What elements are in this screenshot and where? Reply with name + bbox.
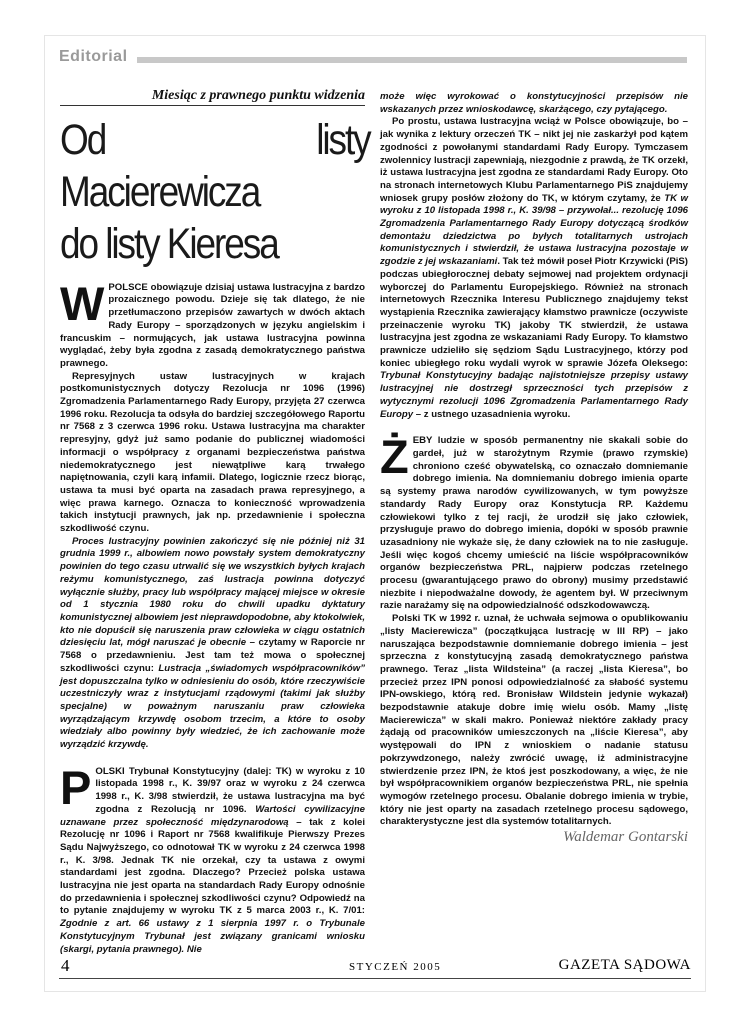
drop-cap: Ż (380, 430, 409, 484)
quote-6: Trybunał Konstytucyjny badając najistotniejsze przepisy ustawy lustracyjnej nie dostrzegł sprzeczności tych przepisów z wytycznymi rezolucji 1096 Zgromadzenia Parlamentarnego Rady Europy (380, 370, 688, 420)
paragraph-1 (60, 276, 365, 371)
section-label: Editorial (59, 48, 128, 65)
quote-5: TK w wyroku z 10 listopada 1998 r., K. 39/98 – przywołał... rezolucję 1096 Zgromadzenia Parlamentarnego Rady Europy dotyczącą środków demontażu dziedzictwa po byłych totalitarnych ustrojach komunistycznych i stwierdził, że ustawa lustracyjna pozostaje w zgodzie z jej wskazaniami (380, 192, 688, 268)
drop-cap: P (60, 760, 92, 814)
paragraph-5: może więc wyrokować o konstytucyjności przepisów nie wskazanych przez wnioskodawcę, skarżącego, czy pytającego. (380, 91, 688, 115)
paragraph-6-text-b: . Tak też mówił poseł Piotr Krzywicki (PiS) podczas ubiegłorocznej debaty sejmowej nad projektem ordynacji wyborczej do Parlamentu Europejskiego. Również na stronach internetowych Rzecznika Interesu Publicznego znajdujemy tekst wystąpienia Rzecznika zawierający kłamstwo prawnicze (oczywiste przeinaczenie wyroku TK) jakoby TK stwierdził, że ustawa lustracyjna jest zgodna ze wskazaniami Rady Europy. To kłamstwo prawnicze udzieliło się sędziom Sądu Lustracyjnego, którzy pod koniec ubiegłego roku wydali wyrok w sprawie Józefa Oleksego: (380, 256, 688, 369)
right-column (380, 91, 688, 844)
quote-3: Wartości cywilizacyjne uznawane przez społeczność międzynarodową (60, 803, 365, 828)
page-footer (59, 956, 691, 979)
article-page (45, 36, 705, 991)
paragraph-6-text-c: – z ustnego uzasadnienia wyroku. (413, 408, 571, 420)
paragraph-4-text-b: – tak z kolei Rezolucję nr 1096 i Raport nr 7568 kwalifikuje Pierwszy Prezes Sądu Najwyższego, co odnotował TK w wyroku z 24 czerwca 1998 r., K. 3/98. Jednak TK nie orzekał, czy ta ustawa z owymi standardami jest zgodna. Dlaczego? Przecież polska ustawa lustracyjna nie jest oparta na standardach Rady Europy odnośnie do przedawnienia i społecznej szkodliwości czynu? Odpowiedź na to pytanie znajdujemy w wyroku TK z 5 marca 2003 r., K. 7/01: (60, 816, 366, 917)
quote-1: Proces lustracyjny powinien zakończyć się nie później niż 31 grudnia 1999 r., albowiem nowo powstały system demokratyczny powinien do tego czasu utrwalić się we wszystkich byłych krajach reżymu komunistycznego, zaś lustracja powinna dotyczyć wyłącznie służby, pracy lub współpracy mającej miejsce w okresie od 1 stycznia 1980 roku do chwili upadku dyktatury komunistycznej albowiem jest nieprawdopodobne, aby ktokolwiek, kto nie dopuścił się naruszenia praw człowieka w ciągu ostatnich dziesięciu lat, mógł naruszać je obecnie (60, 535, 365, 649)
issue-date: STYCZEŃ 2005 (349, 961, 442, 973)
quote-2: Lustracja „świadomych współpracowników” jest dopuszczalna tylko w odniesieniu do osób, które rzeczywiście uczestniczyły wraz z instytucjami rządowymi (takimi jak służby specjalne) w poważnym naruszaniu praw człowieka wyrządzającym krzywdę osobom trzecim, a które to osoby wiedziały albo powinny były wiedzieć, że ich zachowanie może wyrządzić krzywdę. (60, 662, 365, 751)
paragraph-7-text: EBY ludzie w sposób permanentny nie skakali sobie do gardeł, już w starożytnym Rzymie (prawo rzymskie) chroniono cześć obywatelską, co oznaczało domniemanie dobrego imienia. Na domniemaniu dobrego imienia oparte są systemy prawa narodów cywilizowanych, w tym powyższe standardy Rady Europy oraz Konstytucja RP. Każdemu człowiekowi tylko z tej racji, że urodził się jako człowiek, przysługuje prawo do dobrego imienia, dopóki w sposób prawnie uzasadniony nie wykaże się, że dany człowiek na to nie zasługuje. Jeśli więc kogoś chcemy umieścić na liście współpracowników organów bezpieczeństwa PRL, najpierw podczas rzetelnego procesu (gwarantującego prawo do obrony) musimy przedstawić niezbite i niepodważalne dowody, że agentem był. W przeciwnym razie narażamy się na odpowiedzialność odszkodowawczą. (380, 435, 688, 612)
kicker: Miesiąc z prawnego punktu widzenia (60, 90, 365, 106)
paragraph-2: Represyjnych ustaw lustracyjnych w krajach postkomunistycznych dotyczy Rezolucja nr 1096 (1996) Zgromadzenia Parlamentarnego Rady Europy, przyjęta 27 czerwca 1996 roku. Rezolucja ta odsyła do bardziej szczegółowego Raportu nr 7568 z 3 czerwca 1996 roku. Ustawa lustracyjna ma charakter represyjny, gdyż już samo podanie do publicznej wiadomości informacji o współpracy z organami bezpieczeństwa państwa niedemokratycznego jest niewątpliwe karą trwałego napiętnowania, czyli karą infamii. Dlatego, logicznie rzecz biorąc, ustawa ta musi być oparta na zasadach prawa represyjnego, a więc prawa karnego. Oznacza to konieczność wprowadzenia takich instytucji prawnych, jak np. przedawnienie i społeczna szkodliwość czynu. (60, 370, 365, 535)
section-rule (137, 57, 687, 63)
paragraph-6-text-a: Po prostu, ustawa lustracyjna wciąż w Polsce obowiązuje, bo – jak wynika z lektury orzeczeń TK – nikt jej nie zaskarżył pod kątem zgodności z powołanymi standardami Rady Europy. Tymczasem zwolennicy lustracji zapewniają, niezgodnie z prawdą, że TK orzekł, iż ustawa lustracyjna jest zgodna ze standardami Rady Europy. Oto na stronach internetowych Klubu Parlamentarnego PiS znajdujemy wniosek grupy posłów złożony do TK, w którym czytamy, że (380, 116, 688, 204)
paragraph-3-text: – czytamy w Raporcie nr 7568 o przedawnieniu. Jest tam też mowa o społecznej szkodliwości czynu: (60, 637, 366, 674)
paragraph-8: Polski TK w 1992 r. uznał, że uchwała sejmowa o opublikowaniu „listy Macierewicza” (początkująca lustrację w III RP) – jako naruszająca bezpodstawnie domniemanie dobrego imienia – jest sprzeczna z konstytucyjną zasadą demokratycznego państwa prawnego. Teraz „lista Wildsteina” (a raczej „lista Kieresa”, bo przecież przez IPN ponosi odpowiedzialność za słabość systemu IPN-owskiego, którą red. Bronisław Wildstein jedynie wykazał) bezpodstawnie atakuje dobre imię wielu osób. Mamy „listę Macierewicza” w skali makro. Ponieważ niektóre zakłady pracy żądają od pracowników umieszczonych na „liście Kieresa”, aby występowali do IPN z wnioskiem o nadanie statusu pokrzywdzonego, należy zwrócić uwagę, iż administracyjne stwierdzenie przez IPN, że ktoś jest poszkodowany, a więc, że nie był współpracownikiem organów bezpieczeństwa PRL, nie spełnia wymogów rzetelnego procesu. Obalanie dobrego imienia w trybie, który nie jest oparty na zasadach rzetelnego procesu sądowego, charakterystyczne jest dla systemów totalitarnych. (380, 613, 688, 828)
title-line-1: Od listy Macierewicza (60, 115, 370, 216)
paragraph-3 (60, 536, 365, 752)
page-number: 4 (61, 956, 70, 975)
article-title (60, 114, 370, 270)
quote-4: Zgodnie z art. 66 ustawy z 1 sierpnia 1997 r. o Trybunale Konstytucyjnym Trybunał jest związany granicami wniosku (skargi, pytania prawnego). Nie (60, 918, 365, 955)
paragraph-7 (380, 430, 688, 613)
left-column (60, 88, 370, 956)
paragraph-4 (60, 760, 366, 957)
title-line-2: do listy Kieresa (60, 219, 278, 268)
drop-cap: W (60, 276, 105, 330)
paragraph-1-text: POLSCE obowiązuje dzisiaj ustawa lustracyjna z bardzo prozaicznego powodu. Dzieje się tak dlatego, że nie przetłumaczono przepisów zawartych w dwóch aktach Rady Europy – sporządzonych w języku angielskim i francuskim – normujących, jak ustawa lustracyjna powinna wyglądać, żeby była zgodna z zasadą demokratycznego państwa prawnego. (60, 281, 365, 369)
author-signature: Waldemar Gontarski (563, 829, 688, 846)
paragraph-6 (380, 116, 688, 421)
paragraph-4-text-a: OLSKI Trybunał Konstytucyjny (dalej: TK) w wyroku z 10 listopada 1998 r., K. 39/97 oraz w wyroku z 24 czerwca 1998 r., K. 3/98 stwierdził, że ustawa lustracyjna ma być zgodna z Rezolucją nr 1096. (95, 765, 365, 815)
magazine-name: GAZETA SĄDOWA (558, 957, 691, 973)
section-header (59, 48, 687, 68)
